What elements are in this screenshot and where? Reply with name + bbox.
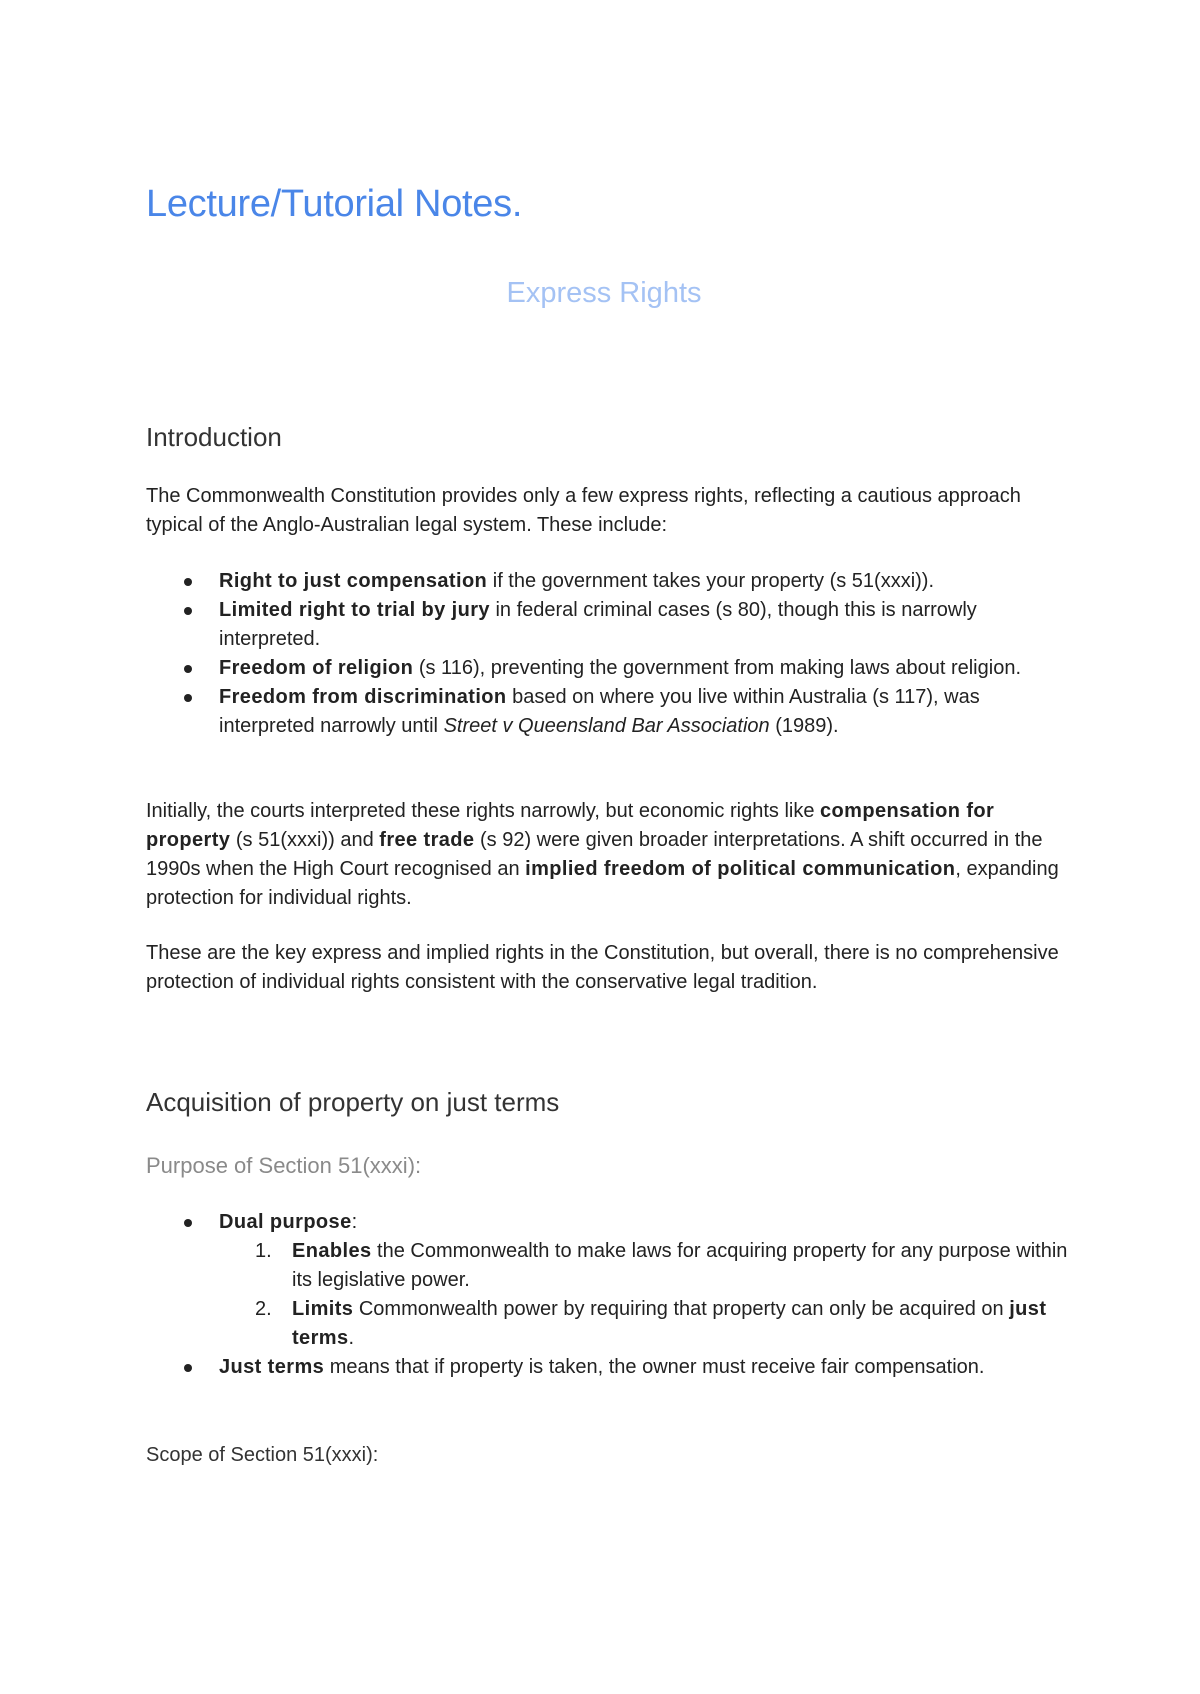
- right-name: Freedom of religion: [219, 657, 414, 679]
- case-name: Street v Queensland Bar Association: [443, 715, 770, 737]
- text-run: (s 51(xxxi)) and: [230, 829, 380, 851]
- bullet-dot: [184, 665, 192, 673]
- bold-term: Dual purpose: [219, 1211, 352, 1233]
- interpretation-paragraph: [146, 797, 1071, 913]
- bold-term: implied freedom of political communication: [525, 858, 956, 880]
- text-run: the Commonwealth to make laws for acquiring property for any purpose within its legislative power.: [292, 1240, 1068, 1291]
- text-run: Initially, the courts interpreted these rights narrowly, but economic rights like: [146, 800, 821, 822]
- text-run: :: [351, 1211, 358, 1233]
- document-subtitle: Express Rights: [506, 277, 702, 309]
- text-run: , expanding protection for individual rights.: [146, 858, 1059, 909]
- list-item: [146, 1353, 1071, 1382]
- acquisition-heading: Acquisition of property on just terms: [146, 1087, 560, 1117]
- document-title: Lecture/Tutorial Notes.: [146, 183, 523, 225]
- list-item: [219, 1237, 1071, 1295]
- bullet-dot: [184, 694, 192, 702]
- bold-term: Just terms: [219, 1356, 325, 1378]
- introduction-paragraph: The Commonwealth Constitution provides only a few express rights, reflecting a cautious approach typical of the Anglo-Australian legal system. These include:: [146, 485, 1021, 536]
- right-name: Freedom from discrimination: [219, 686, 507, 708]
- list-item: [146, 596, 1071, 654]
- purpose-list: [146, 1208, 1071, 1382]
- bold-term: compensation for property: [146, 800, 995, 851]
- right-description: if the government takes your property (s 51(xxxi)).: [487, 570, 935, 592]
- numbered-list: [219, 1237, 1071, 1353]
- list-number: 1.: [255, 1240, 272, 1262]
- text-run: .: [348, 1327, 355, 1349]
- bullet-dot: [184, 578, 192, 586]
- list-number: 2.: [255, 1298, 272, 1320]
- text-run: Commonwealth power by requiring that property can only be acquired on: [353, 1298, 1010, 1320]
- list-item: [219, 1295, 1071, 1353]
- text-run: (s 92) were given broader interpretations. A shift occurred in the 1990s when the High Court recognised an: [146, 829, 1043, 880]
- right-name: Limited right to trial by jury: [219, 599, 490, 621]
- right-description: (s 116), preventing the government from making laws about religion.: [413, 657, 1021, 679]
- right-description: based on where you live within Australia (s 117), was interpreted narrowly until: [219, 686, 980, 737]
- summary-paragraph: These are the key express and implied rights in the Constitution, but overall, there is no comprehensive protection of individual rights consistent with the conservative legal tradition.: [146, 942, 1059, 993]
- right-name: Right to just compensation: [219, 570, 488, 592]
- bold-term: Enables: [292, 1240, 372, 1262]
- bold-term: free trade: [379, 829, 475, 851]
- text-run: means that if property is taken, the owner must receive fair compensation.: [324, 1356, 985, 1378]
- right-description: in federal criminal cases (s 80), though this is narrowly interpreted.: [219, 599, 977, 650]
- bullet-dot: [184, 607, 192, 615]
- scope-subheading: Scope of Section 51(xxxi):: [146, 1444, 379, 1466]
- introduction-heading: Introduction: [146, 422, 282, 452]
- list-item: [146, 1208, 1071, 1353]
- list-item: [146, 654, 1071, 683]
- case-year: (1989).: [769, 715, 839, 737]
- list-item: [146, 567, 1071, 596]
- bold-term: Limits: [292, 1298, 354, 1320]
- purpose-subheading: Purpose of Section 51(xxxi):: [146, 1153, 422, 1178]
- bold-term: just terms: [292, 1298, 1047, 1349]
- list-item: [146, 683, 1071, 741]
- bullet-dot: [184, 1364, 192, 1372]
- bullet-dot: [184, 1219, 192, 1227]
- express-rights-list: [146, 567, 1071, 741]
